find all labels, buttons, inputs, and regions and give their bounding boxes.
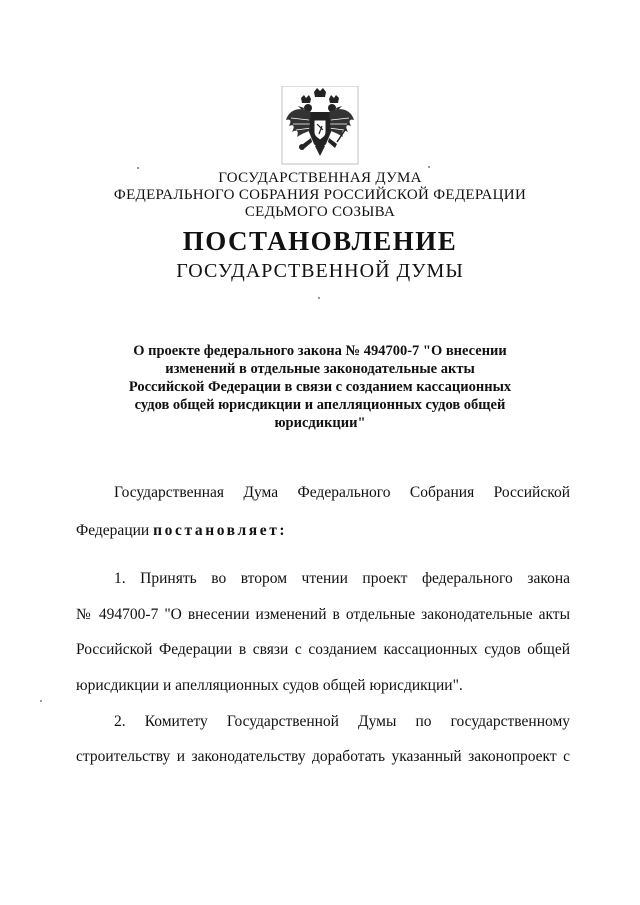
document-title: ПОСТАНОВЛЕНИЕ [182, 226, 458, 256]
header-duma: ГОСУДАРСТВЕННАЯ ДУМА [218, 170, 422, 186]
preamble-federation: Федерации [76, 522, 150, 539]
header-convocation: СЕДЬМОГО СОЗЫВА [244, 204, 396, 220]
item1-line: 1. Принять во втором чтении проект федерального закона [114, 570, 570, 587]
speck [428, 166, 430, 168]
item2-line: 2. Комитету Государственной Думы по государственному [114, 713, 570, 730]
item1-line: юрисдикции и апелляционных судов общей юрисдикции". [76, 677, 463, 694]
preamble-line: Государственная Дума Федерального Собрания Российской [114, 484, 570, 501]
item1-line: № 494700-7 "О внесении изменений в отдельные законодательные акты [76, 606, 570, 623]
preamble-line [76, 522, 570, 540]
bill-title-line: О проекте федерального закона № 494700-7 "О внесении [133, 343, 507, 359]
item1-line: Российской Федерации в связи с созданием кассационных судов общей [76, 641, 570, 658]
bill-title-line: судов общей юрисдикции и апелляционных судов общей [134, 397, 506, 413]
bill-title-line: Российской Федерации в связи с созданием кассационных [128, 379, 512, 395]
preamble-resolves: постановляет: [153, 522, 288, 539]
coat-of-arms-icon [281, 86, 359, 166]
header-federal-assembly: ФЕДЕРАЛЬНОГО СОБРАНИЯ РОССИЙСКОЙ ФЕДЕРАЦИИ [113, 187, 527, 203]
speck [137, 167, 139, 169]
speck [40, 700, 42, 702]
speck [318, 297, 320, 299]
item2-line: строительству и законодательству доработать указанный законопроект с [76, 748, 570, 765]
bill-title-line: изменений в отдельные законодательные акты [165, 361, 475, 377]
bill-title-line: юрисдикции" [274, 415, 366, 431]
document-subtitle: ГОСУДАРСТВЕННОЙ ДУМЫ [176, 260, 464, 282]
